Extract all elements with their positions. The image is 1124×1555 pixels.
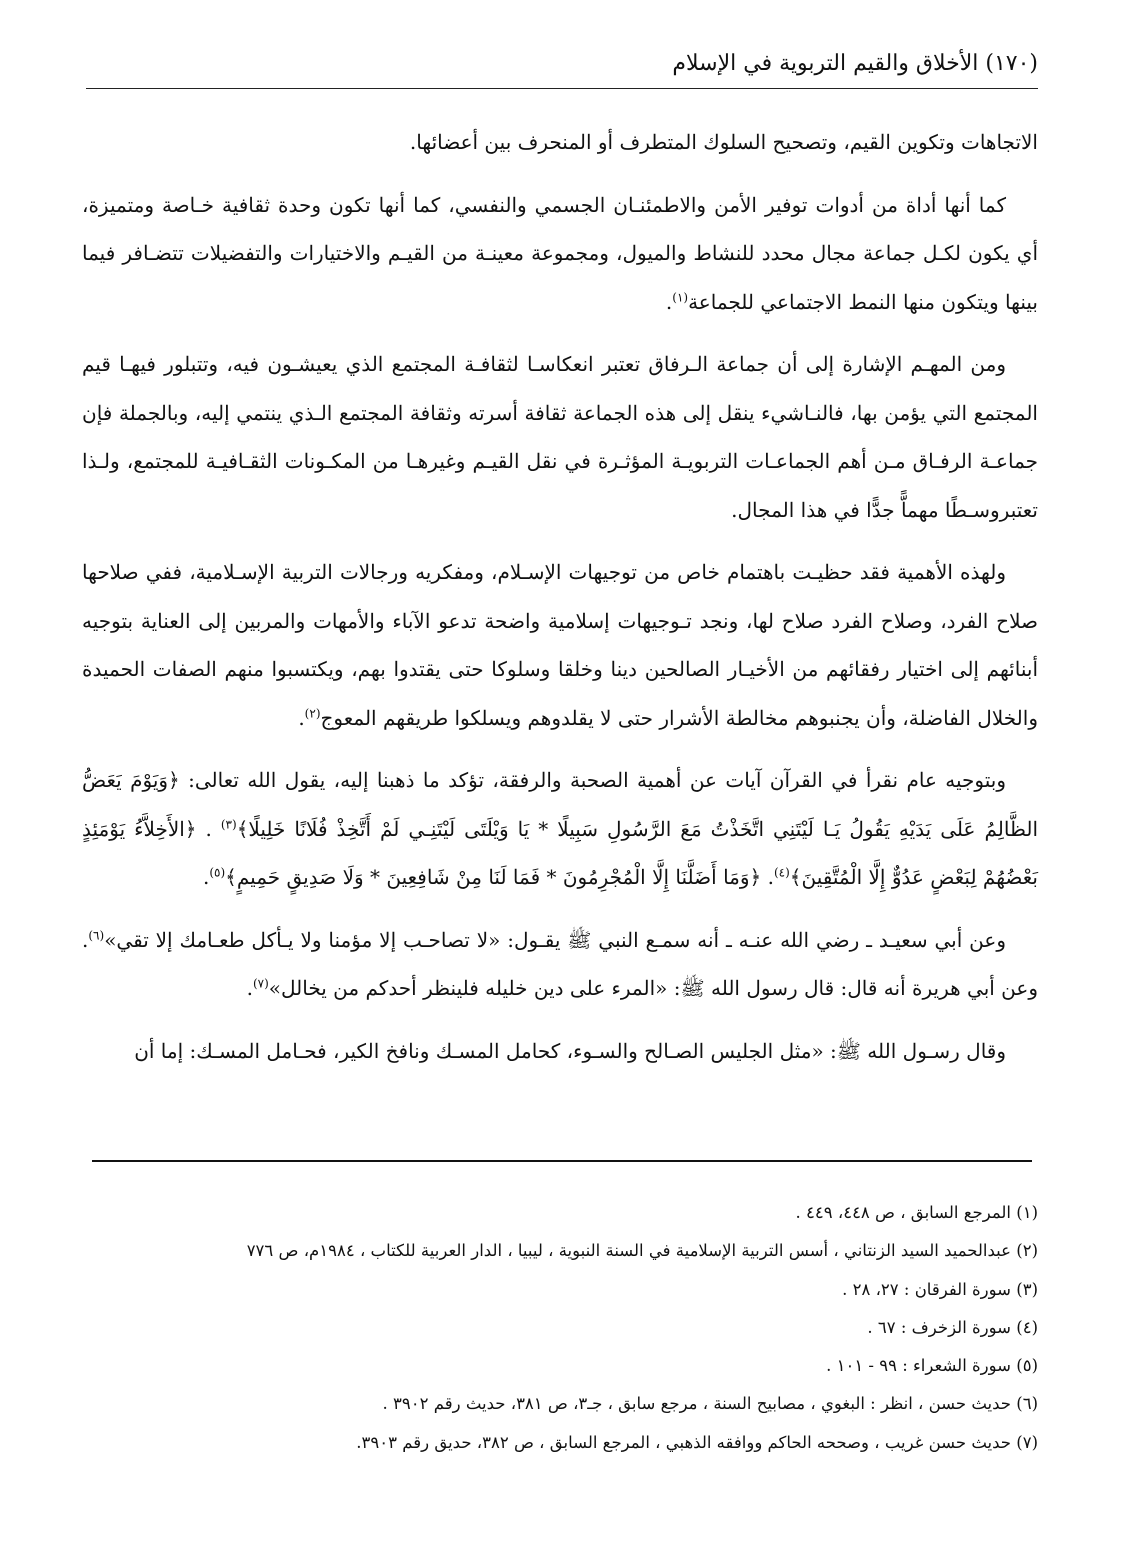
paragraph-4 [82, 756, 1038, 902]
quran-verse-2: ﴿الأَخِلاَّءُ يَوْمَئِذٍ بَعْضُهُمْ لِبَعْضٍ عَدُوٌّ إِلَّا الْمُتَّقِينَ﴾ [82, 816, 1038, 889]
footnote-3: (٣) سورة الفرقان : ٢٧، ٢٨ . [842, 1279, 1038, 1299]
footnote-ref-3: (٣) [220, 816, 237, 831]
footnote-6: (٦) حديث حسن ، انظر : البغوي ، مصابيح السنة ، مرجع سابق ، جـ٣، ص ٣٨١، حديث رقم ٣٩٠٢ . [382, 1394, 1038, 1414]
paragraph-4-sep-2: . [761, 865, 774, 889]
footnote-ref-4: (٤) [773, 865, 790, 880]
paragraph-1-text: كما أنها أداة من أدوات توفير الأمن والاطمئنـان الجسمي والنفسي، كما أنها تكون وحدة ثقافية خـاصة ومتميزة، أي يكون لكـل جماعة مجال محدد للنشاط والميول، ومجموعة معينـة من القيـم والاختيارات والتفضيلات تتضـافر فيما بينها ويتكون منها النمط الاجتماعي للجماعة [82, 192, 1039, 314]
footnote-7: (٧) حديث حسن غريب ، وصححه الحاكم ووافقه الذهبي ، المرجع السابق ، ص ٣٨٢، حديق رقم ٣٩٠٣. [356, 1432, 1038, 1452]
quran-verse-1: ﴿وَيَوْمَ يَعَضُّ الظَّالِمُ عَلَى يَدَيْهِ يَقُولُ يَـا لَيْتَنِي اتَّخَذْتُ مَعَ الرَّسُولِ سَبِيلًا * يَا وَيْلَتَى لَيْتَنِـي لَمْ أَتَّخِذْ فُلَانًا خَلِيلًا﴾ [82, 768, 1038, 841]
header-divider [86, 88, 1038, 89]
paragraph-5 [82, 916, 1038, 1013]
paragraph-3-end: . [298, 705, 305, 730]
footnote-1: (١) المرجع السابق ، ص ٤٤٨، ٤٤٩ . [795, 1203, 1038, 1222]
paragraph-6: وقال رسـول الله ﷺ: «مثل الجليس الصـالح والسـوء، كحامل المسـك ونافخ الكير، فحـامل المسـك: إما أن [134, 1038, 1006, 1063]
footnote-2: (٢) عبدالحميد السيد الزنتاني ، أسس التربية الإسلامية في السنة النبوية ، ليبيا ، الدار العربية للكتاب ، ١٩٨٤م، ص ٧٧٦ [246, 1241, 1038, 1261]
paragraph-4-end: . [202, 865, 210, 889]
running-header: (١٧٠) الأخلاق والقيم التربوية في الإسلام [672, 51, 1038, 76]
main-text [82, 118, 1038, 1089]
footnote-5: (٥) سورة الشعراء : ٩٩ - ١٠١ . [826, 1356, 1038, 1376]
paragraph-5-end: . [246, 976, 253, 1000]
paragraph-4-sep-1: . [196, 816, 221, 841]
paragraph-2: ومن المهـم الإشارة إلى أن جماعة الـرفاق تعتبر انعكاسـا لثقافـة المجتمع الذي يعيشـون فيه، وتتبلور فيهـا قيم المجتمع التي يؤمن بها، فالنـاشيء ينقل إلى هذه الجماعة ثقافة أسرته وثقافة المجتمع الـذي ينتمي إليه، وبالجملة فإن جماعـة الرفـاق مـن أهم الجماعـات التربويـة المؤثـرة في نقل القيـم وغيرهـا من المكـونات الثقـافيـة للمجتمع، ولـذا تعتبروسـطًا مهماًّ جدًّا في هذا المجال. [82, 352, 1038, 522]
hadith-2: . وعن أبي هريرة أنه قال: قال رسول الله ﷺ: «المرء على دين خليله فلينظر أحدكم من يخالل» [82, 927, 1038, 1000]
footnotes [82, 1194, 1038, 1462]
footnote-divider [92, 1160, 1032, 1162]
paragraph-3-text: ولهذه الأهمية فقد حظيـت باهتمام خاص من توجيهات الإسـلام، ومفكريه ورجالات التربية الإسـلامية، ففي صلاحها صلاح الفرد، وصلاح الفرد صلاح لها، ونجد تـوجيهات إسلامية واضحة تدعو الآباء والأمهات والمربين إلى العناية بتوجيه أبنائهم إلى اختيار رفقائهم من الأخيـار الصالحين دينا وخلقا وسلوكا حتى يقتدوا بهم، ويكتسبوا منهم الصفات الحميدة والخلال الفاضلة، وأن يجنبوهم مخالطة الأشرار حتى لا يقلدوهم ويسلكوا طريقهم المعوج [82, 560, 1038, 730]
footnote-ref-7: (٧) [252, 976, 269, 991]
hadith-1: وعن أبي سعيـد ـ رضي الله عنـه ـ أنه سمـع النبي ﷺ يقـول: «لا تصاحـب إلا مؤمنا ولا يـأكل طعـامك إلا تقي» [104, 927, 1006, 952]
paragraph-1-end: . [665, 289, 673, 314]
footnote-4: (٤) سورة الزخرف : ٦٧ . [867, 1317, 1038, 1337]
footnote-ref-6: (٦) [88, 927, 105, 942]
paragraph-1 [82, 181, 1038, 327]
paragraph-continued: الاتجاهات وتكوين القيم، وتصحيح السلوك المتطرف أو المنحرف بين أعضائها. [409, 130, 1038, 154]
footnote-ref-1: (١) [672, 289, 689, 304]
paragraph-3 [82, 548, 1038, 742]
footnote-ref-5: (٥) [209, 865, 226, 880]
paragraph-4-intro: وبتوجيه عام نقرأ في القرآن آيات عن أهمية الصحبة والرفقة، تؤكد ما ذهبنا إليه، يقول الله تعالى: [179, 768, 1007, 792]
footnote-ref-2: (٢) [304, 705, 321, 720]
quran-verse-3: ﴿وَمَا أَضَلَّنَا إِلَّا الْمُجْرِمُونَ * فَمَا لَنَا مِنْ شَافِعِينَ * وَلَا صَدِيقٍ حَمِيمٍ﴾ [225, 865, 762, 889]
